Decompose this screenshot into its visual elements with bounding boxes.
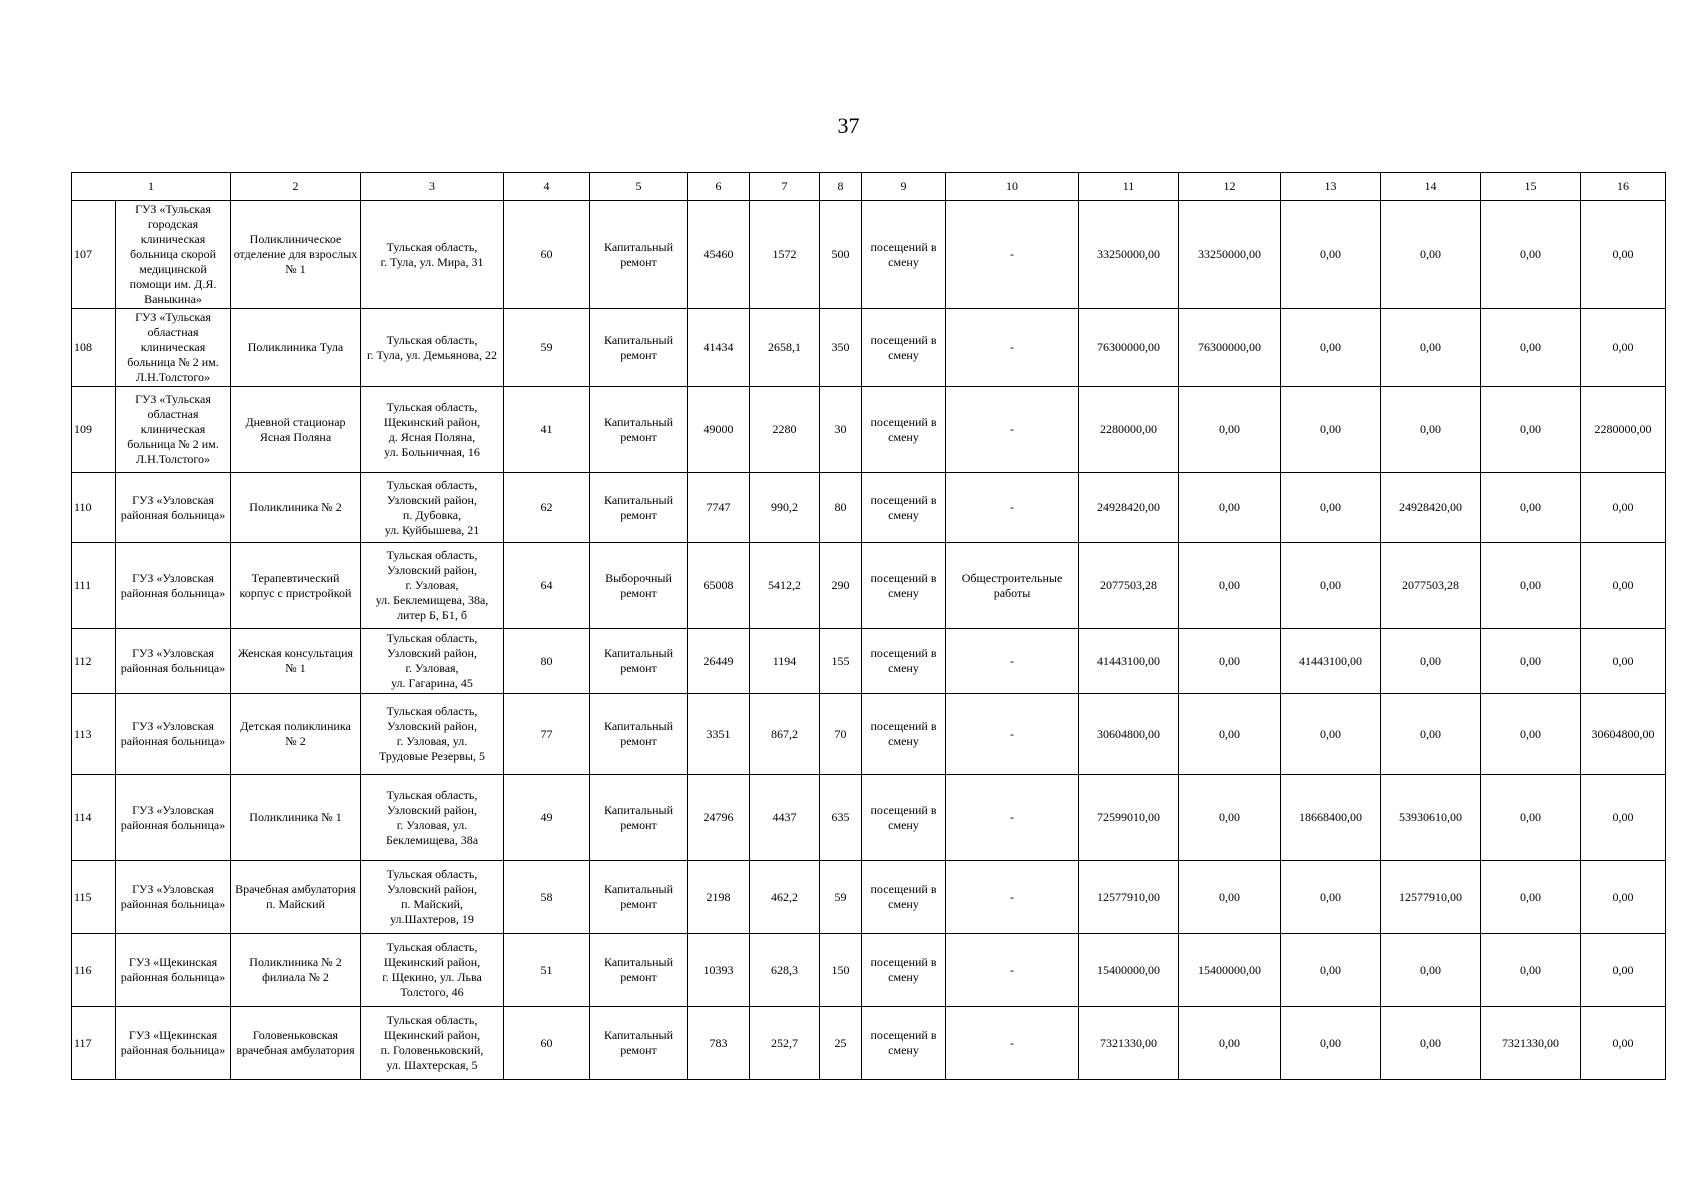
table-cell: 3351 [688,694,750,775]
table-cell: 0,00 [1581,473,1666,543]
table-cell: 867,2 [750,694,820,775]
row-number: 113 [72,694,116,775]
table-cell: 0,00 [1381,387,1481,473]
table-cell: 41443100,00 [1281,629,1381,694]
table-cell: Капитальный ремонт [590,387,688,473]
table-cell: 80 [820,473,862,543]
table-cell: 0,00 [1581,201,1666,309]
table-cell: 0,00 [1179,1007,1281,1080]
table-cell: 0,00 [1281,201,1381,309]
table-cell: 2658,1 [750,309,820,387]
table-cell: 0,00 [1581,775,1666,861]
table-cell: Тульская область, Щекинский район, г. Щекино, ул. Льва Толстого, 46 [361,934,504,1007]
table-cell: 0,00 [1381,201,1481,309]
table-cell: 2280000,00 [1581,387,1666,473]
table-cell: - [946,201,1079,309]
table-cell: 30 [820,387,862,473]
table-cell: 252,7 [750,1007,820,1080]
row-number: 114 [72,775,116,861]
column-header: 4 [504,173,590,201]
table-cell: Детская поликлиника № 2 [231,694,361,775]
row-number: 109 [72,387,116,473]
table-cell: 59 [820,861,862,934]
table-row [72,775,1666,861]
column-header: 1 [72,173,231,201]
table-cell: 0,00 [1281,934,1381,1007]
table-cell: ГУЗ «Тульская городская клиническая больница скорой медицинской помощи им. Д.Я. Ваныкина» [116,201,231,309]
table-cell: - [946,934,1079,1007]
table-cell: 7321330,00 [1481,1007,1581,1080]
table-cell: Женская консультация № 1 [231,629,361,694]
table-cell: посещений в смену [862,309,946,387]
table-cell: 15400000,00 [1079,934,1179,1007]
table-cell: 26449 [688,629,750,694]
table-row [72,694,1666,775]
row-number: 112 [72,629,116,694]
table-cell: 0,00 [1581,629,1666,694]
table-cell: - [946,473,1079,543]
table-cell: посещений в смену [862,1007,946,1080]
table-cell: 0,00 [1179,629,1281,694]
table-cell: 0,00 [1179,473,1281,543]
table-cell: Капитальный ремонт [590,201,688,309]
table-cell: 0,00 [1179,387,1281,473]
table-cell: посещений в смену [862,934,946,1007]
table-cell: 783 [688,1007,750,1080]
table-cell: 628,3 [750,934,820,1007]
table-cell: ГУЗ «Узловская районная больница» [116,694,231,775]
table-cell: 0,00 [1281,387,1381,473]
column-header: 14 [1381,173,1481,201]
table-cell: - [946,694,1079,775]
column-header: 6 [688,173,750,201]
table-cell: 2077503,28 [1381,543,1481,629]
table-row [72,934,1666,1007]
header-row [72,173,1666,201]
table-cell: Капитальный ремонт [590,775,688,861]
table-cell: 0,00 [1381,934,1481,1007]
table-cell: 41434 [688,309,750,387]
table-cell: ГУЗ «Узловская районная больница» [116,473,231,543]
table-cell: Капитальный ремонт [590,934,688,1007]
table-row [72,629,1666,694]
row-number: 117 [72,1007,116,1080]
column-header: 12 [1179,173,1281,201]
table-cell: 0,00 [1581,543,1666,629]
column-header: 15 [1481,173,1581,201]
table-cell: Тульская область, Узловский район, г. Узловая, ул. Гагарина, 45 [361,629,504,694]
table-cell: Поликлиника № 1 [231,775,361,861]
table-cell: Тульская область, Узловский район, г. Узловая, ул. Беклемищева, 38а, литер Б, Б1, б [361,543,504,629]
table-cell: посещений в смену [862,629,946,694]
table-cell: 41443100,00 [1079,629,1179,694]
table-cell: посещений в смену [862,387,946,473]
table-cell: 51 [504,934,590,1007]
table-cell: 0,00 [1179,694,1281,775]
table-cell: посещений в смену [862,694,946,775]
table-cell: 0,00 [1179,861,1281,934]
table-cell: Капитальный ремонт [590,473,688,543]
table-cell: Капитальный ремонт [590,309,688,387]
table-cell: 60 [504,201,590,309]
table-row [72,309,1666,387]
table-cell: 24796 [688,775,750,861]
table-cell: 0,00 [1481,543,1581,629]
column-header: 10 [946,173,1079,201]
table-cell: 0,00 [1481,934,1581,1007]
table-cell: ГУЗ «Узловская районная больница» [116,543,231,629]
column-header: 7 [750,173,820,201]
column-header: 3 [361,173,504,201]
table-cell: посещений в смену [862,861,946,934]
table-cell: посещений в смену [862,201,946,309]
table-cell: 0,00 [1481,473,1581,543]
table-cell: - [946,629,1079,694]
table-cell: 350 [820,309,862,387]
row-number: 107 [72,201,116,309]
table-cell: 2198 [688,861,750,934]
column-header: 9 [862,173,946,201]
table-cell: 2280 [750,387,820,473]
table-cell: 462,2 [750,861,820,934]
table-cell: Выборочный ремонт [590,543,688,629]
table-cell: 155 [820,629,862,694]
table-cell: Капитальный ремонт [590,1007,688,1080]
table-cell: 0,00 [1381,1007,1481,1080]
table-cell: 15400000,00 [1179,934,1281,1007]
table-cell: 60 [504,1007,590,1080]
table-cell: 0,00 [1581,934,1666,1007]
table-cell: 150 [820,934,862,1007]
table-cell: - [946,775,1079,861]
table-cell: 0,00 [1481,309,1581,387]
table-cell: 1194 [750,629,820,694]
row-number: 111 [72,543,116,629]
table-cell: 30604800,00 [1079,694,1179,775]
table-cell: посещений в смену [862,473,946,543]
table-cell: 53930610,00 [1381,775,1481,861]
table-cell: Поликлиническое отделение для взрослых № 1 [231,201,361,309]
table-cell: Капитальный ремонт [590,694,688,775]
table-cell: 0,00 [1481,629,1581,694]
table-cell: 0,00 [1179,543,1281,629]
table-cell: 635 [820,775,862,861]
table-cell: Поликлиника Тула [231,309,361,387]
table-cell: Общестроительные работы [946,543,1079,629]
table-cell: 10393 [688,934,750,1007]
table-cell: 0,00 [1481,387,1581,473]
table-cell: 0,00 [1381,629,1481,694]
table-cell: 2280000,00 [1079,387,1179,473]
table-cell: 0,00 [1281,694,1381,775]
table-row [72,473,1666,543]
table-cell: 30604800,00 [1581,694,1666,775]
table-row [72,861,1666,934]
table-cell: Поликлиника № 2 [231,473,361,543]
table-cell: 7321330,00 [1079,1007,1179,1080]
table-cell: 0,00 [1481,201,1581,309]
table-cell: 49 [504,775,590,861]
table-cell: 18668400,00 [1281,775,1381,861]
table-cell: Капитальный ремонт [590,629,688,694]
table-cell: Тульская область, г. Тула, ул. Мира, 31 [361,201,504,309]
row-number: 115 [72,861,116,934]
table-cell: - [946,861,1079,934]
table-cell: 1572 [750,201,820,309]
table-cell: Терапевтический корпус с пристройкой [231,543,361,629]
table-cell: ГУЗ «Узловская районная больница» [116,775,231,861]
table-cell: 0,00 [1381,309,1481,387]
table-cell: 0,00 [1481,694,1581,775]
table-cell: 59 [504,309,590,387]
row-number: 108 [72,309,116,387]
table-cell: 12577910,00 [1079,861,1179,934]
table-cell: 41 [504,387,590,473]
table-cell: 24928420,00 [1079,473,1179,543]
table-cell: 70 [820,694,862,775]
table-cell: ГУЗ «Щекинская районная больница» [116,1007,231,1080]
table-cell: 5412,2 [750,543,820,629]
table-cell: ГУЗ «Узловская районная больница» [116,861,231,934]
row-number: 116 [72,934,116,1007]
table-cell: 4437 [750,775,820,861]
table-cell: 64 [504,543,590,629]
column-header: 8 [820,173,862,201]
table-cell: 2077503,28 [1079,543,1179,629]
page-number: 37 [837,113,860,138]
table-cell: 58 [504,861,590,934]
table-cell: 25 [820,1007,862,1080]
column-header: 11 [1079,173,1179,201]
registry-table [71,172,1666,1080]
table-cell: 0,00 [1581,1007,1666,1080]
table-cell: посещений в смену [862,775,946,861]
column-header: 13 [1281,173,1381,201]
table-cell: 0,00 [1481,861,1581,934]
table-cell: Дневной стационар Ясная Поляна [231,387,361,473]
table-cell: Тульская область, Узловский район, п. Майский, ул.Шахтеров, 19 [361,861,504,934]
table-cell: 24928420,00 [1381,473,1481,543]
table-cell: 0,00 [1281,1007,1381,1080]
column-header: 2 [231,173,361,201]
table-cell: 990,2 [750,473,820,543]
table-cell: посещений в смену [862,543,946,629]
table-cell: ГУЗ «Узловская районная больница» [116,629,231,694]
table-cell: ГУЗ «Щекинская районная больница» [116,934,231,1007]
table-cell: Тульская область, Щекинский район, д. Ясная Поляна, ул. Больничная, 16 [361,387,504,473]
table-cell: - [946,387,1079,473]
table-cell: 0,00 [1581,861,1666,934]
table-cell: 0,00 [1381,694,1481,775]
table-cell: 0,00 [1281,473,1381,543]
column-header: 16 [1581,173,1666,201]
table-cell: 0,00 [1481,775,1581,861]
table-cell: 76300000,00 [1179,309,1281,387]
table-cell: 45460 [688,201,750,309]
table-cell: 0,00 [1281,309,1381,387]
table-cell: Головеньковская врачебная амбулатория [231,1007,361,1080]
table-cell: 0,00 [1281,543,1381,629]
table-row [72,201,1666,309]
table-cell: 72599010,00 [1079,775,1179,861]
table-cell: - [946,309,1079,387]
table-cell: 33250000,00 [1079,201,1179,309]
table-cell: Тульская область, Узловский район, г. Узловая, ул. Беклемищева, 38а [361,775,504,861]
table-cell: 0,00 [1281,861,1381,934]
table-cell: 77 [504,694,590,775]
table-cell: Тульская область, Щекинский район, п. Головеньковский, ул. Шахтерская, 5 [361,1007,504,1080]
table-cell: Тульская область, Узловский район, г. Узловая, ул. Трудовые Резервы, 5 [361,694,504,775]
table-cell: 76300000,00 [1079,309,1179,387]
column-header: 5 [590,173,688,201]
table-row [72,543,1666,629]
table-cell: Капитальный ремонт [590,861,688,934]
table-cell: 62 [504,473,590,543]
table-cell: Врачебная амбулатория п. Майский [231,861,361,934]
table-cell: Поликлиника № 2 филиала № 2 [231,934,361,1007]
table-cell: 290 [820,543,862,629]
table-cell: 80 [504,629,590,694]
table-cell: 0,00 [1581,309,1666,387]
row-number: 110 [72,473,116,543]
table-cell: 500 [820,201,862,309]
table-cell: 65008 [688,543,750,629]
table-cell: Тульская область, г. Тула, ул. Демьянова, 22 [361,309,504,387]
table-cell: 12577910,00 [1381,861,1481,934]
table-cell: 7747 [688,473,750,543]
table-cell: ГУЗ «Тульская областная клиническая больница № 2 им. Л.Н.Толстого» [116,387,231,473]
table-cell: - [946,1007,1079,1080]
table-cell: 0,00 [1179,775,1281,861]
table-row [72,387,1666,473]
table-row [72,1007,1666,1080]
table-cell: Тульская область, Узловский район, п. Дубовка, ул. Куйбышева, 21 [361,473,504,543]
table-cell: 33250000,00 [1179,201,1281,309]
table-cell: 49000 [688,387,750,473]
table-cell: ГУЗ «Тульская областная клиническая больница № 2 им. Л.Н.Толстого» [116,309,231,387]
